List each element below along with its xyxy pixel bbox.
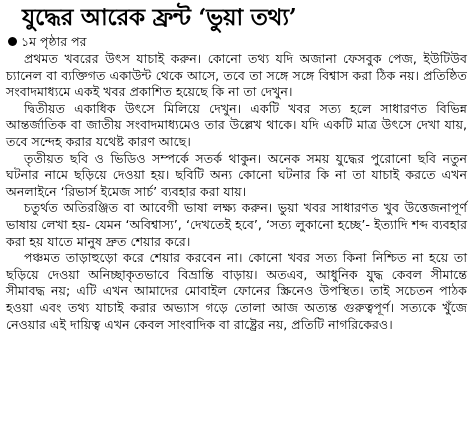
paragraph-photo-video: তৃতীয়ত ছবি ও ভিডিও সম্পর্কে সতর্ক থাকুন। অনেক সময় যুদ্ধের পুরোনো ছবি নতুন ঘটনার নামে ছড়িয়ে দেওয়া হয়। ছবিটি অন্য কোনো ঘটনার কি না তা যাচাই করতে এখন অনলাইনে ‘রিভার্স ইমেজ সার্চ’ ব্যবহার করা যায়। [6, 150, 467, 199]
article-body [6, 51, 467, 333]
paragraph-dont-rush-share: পঞ্চমত তাড়াহুড়ো করে শেয়ার করবেন না। কোনো খবর সত্য কিনা নিশ্চিত না হয়ে তা ছড়িয়ে দেওয়া অনিচ্ছাকৃতভাবে বিভ্রান্তি বাড়ায়। অতএব, আধুনিক যুদ্ধ কেবল সীমান্তে সীমাবদ্ধ নয়; এটি এখন আমাদের মোবাইল ফোনের স্ক্রিনেও উপস্থিত। তাই সচেতন পাঠক হওয়া এবং তথ্য যাচাই করার অভ্যাস গড়ে তোলা আজ অত্যন্ত গুরুত্বপূর্ণ। সত্যকে খুঁজে নেওয়ার এই দায়িত্ব এখন কেবল সাংবাদিক বা রাষ্ট্রের নয়, প্রতিটি নাগরিকেরও। [6, 250, 467, 332]
paragraph-emotional-language: চতুর্থত অতিরঞ্জিত বা আবেগী ভাষা লক্ষ্য করুন। ভুয়া খবর সাধারণত খুব উত্তেজনাপূর্ণ ভাষায় লেখা হয়- যেমন ‘অবিশ্বাস্য’, ‘দেখতেই হবে’, ‘সত্য লুকানো হচ্ছে’- ইত্যাদি শব্দ ব্যবহার করা হয় যাতে মানুষ দ্রুত শেয়ার করে। [6, 200, 467, 249]
paragraph-source-check: প্রথমত খবরের উৎস যাচাই করুন। কোনো তথ্য যদি অজানা ফেসবুক পেজ, ইউটিউব চ্যানেল বা ব্যক্তিগত একাউন্ট থেকে আসে, তবে তা সঙ্গে সঙ্গে বিশ্বাস করা ঠিক নয়। প্রতিষ্ঠিত সংবাদমাধ্যমে একই খবর প্রকাশিত হয়েছে কি না তা দেখুন। [6, 51, 467, 100]
continued-from-label: ১ম পৃষ্ঠার পর [21, 34, 87, 49]
bullet-icon [8, 37, 17, 46]
paragraph-multiple-sources: দ্বিতীয়ত একাধিক উৎসে মিলিয়ে দেখুন। একটি খবর সত্য হলে সাধারণত বিভিন্ন আন্তর্জাতিক বা জাতীয় সংবাদমাধ্যমেও তার উল্লেখ থাকে। যদি একটি মাত্র উৎসে দেখা যায়, তবে সন্দেহ করার যথেষ্ট কারণ আছে। [6, 100, 467, 149]
continued-from-line [8, 34, 467, 49]
article-headline: যুদ্ধের আরেক ফ্রন্ট ‘ভুয়া তথ্য’ [22, 4, 297, 31]
